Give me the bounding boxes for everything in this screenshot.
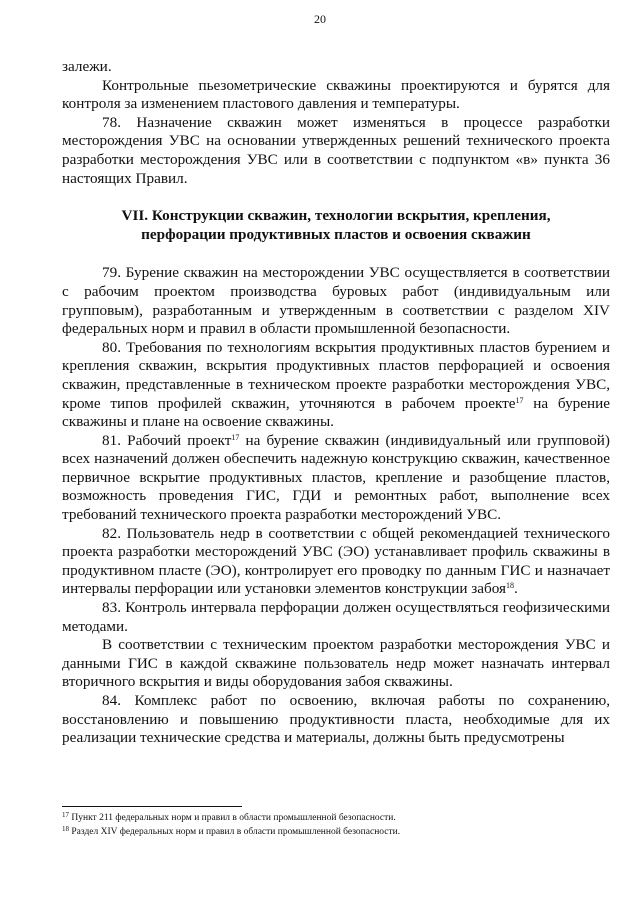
- footnotes: [62, 806, 610, 839]
- paragraph-81: 81. Рабочий проект$^{17}$ на бурение скважин (индивидуальный или групповой) всех назначений должен обеспечить надежную конструкцию скважин, качественное первичное вскрытие продуктивных пластов, крепление и разобщение пластов, возможность проведения ГИС, ГДИ и ремонтных работ, выполнение всех требований технического проекта разработки месторождений УВС.: [62, 431, 610, 524]
- paragraph-83-continued: В соответствии с техническим проектом разработки месторождения УВС и данными ГИС в каждой скважине пользователь недр может назначать интервал вторичного вскрытия и виды оборудования забоя скважины.: [62, 636, 610, 691]
- paragraph-82: 82. Пользователь недр в соответствии с общей рекомендацией технического проекта разработки месторождений УВС (ЭО) устанавливает профиль скважины в продуктивном пласте (ЭО), контролирует его проводку по данным ГИС и назначает интервалы перфорации или установки элементов конструкции забоя$^{18}$.: [62, 524, 610, 598]
- footnote-divider: [62, 806, 242, 807]
- paragraph-83: 83. Контроль интервала перфорации должен осуществляться геофизическими методами.: [62, 599, 610, 635]
- paragraph-84: 84. Комплекс работ по освоению, включая работы по сохранению, восстановлению и повышению продуктивности пласта, необходимые для их реализации технические средства и материалы, должны быть предусмотрены: [62, 692, 610, 747]
- footnote-ref-18: 18: [506, 581, 515, 591]
- paragraph-continuation: залежи.: [62, 58, 112, 75]
- footnote-ref-17-b: 17: [231, 432, 240, 442]
- paragraph-79: 79. Бурение скважин на месторождении УВС осуществляется в соответствии с рабочим проектом производства буровых работ (индивидуальным или групповым), разработанным и утвержденным в соответствии с разделом XIV федеральных норм и правил в области промышленной безопасности.: [62, 264, 610, 338]
- section-heading: VII. Конструкции скважин, технологии вскрытия, крепления, перфорации продуктивных пластов и освоения скважин: [121, 207, 551, 243]
- footnote-ref-17: 17: [515, 395, 524, 405]
- footnote-18: $^{18}$ Раздел XIV федеральных норм и правил в области промышленной безопасности.: [62, 825, 401, 837]
- footnote-17: $^{17}$ Пункт 211 федеральных норм и правил в области промышленной безопасности.: [62, 811, 396, 823]
- paragraph-piezometric: Контрольные пьезометрические скважины проектируются и бурятся для контроля за изменением пластового давления и температуры.: [62, 76, 610, 113]
- page-number: 20: [314, 12, 326, 26]
- body-text: [62, 58, 610, 748]
- paragraph-80: 80. Требования по технологиям вскрытия продуктивных пластов бурением и крепления скважин, вскрытия продуктивных пластов перфорацией и освоения скважин, представленные в техническом проекте разработки месторождения УВС, кроме типов профилей скважин, уточняются в рабочем проекте$^{17}$ на бурение скважины и плане на освоение скважины.: [62, 338, 610, 431]
- paragraph-78: 78. Назначение скважин может изменяться в процессе разработки месторождения УВС на основании утвержденных решений технического проекта разработки месторождения УВС или в соответствии с подпунктом «в» пункта 36 настоящих Правил.: [62, 113, 610, 187]
